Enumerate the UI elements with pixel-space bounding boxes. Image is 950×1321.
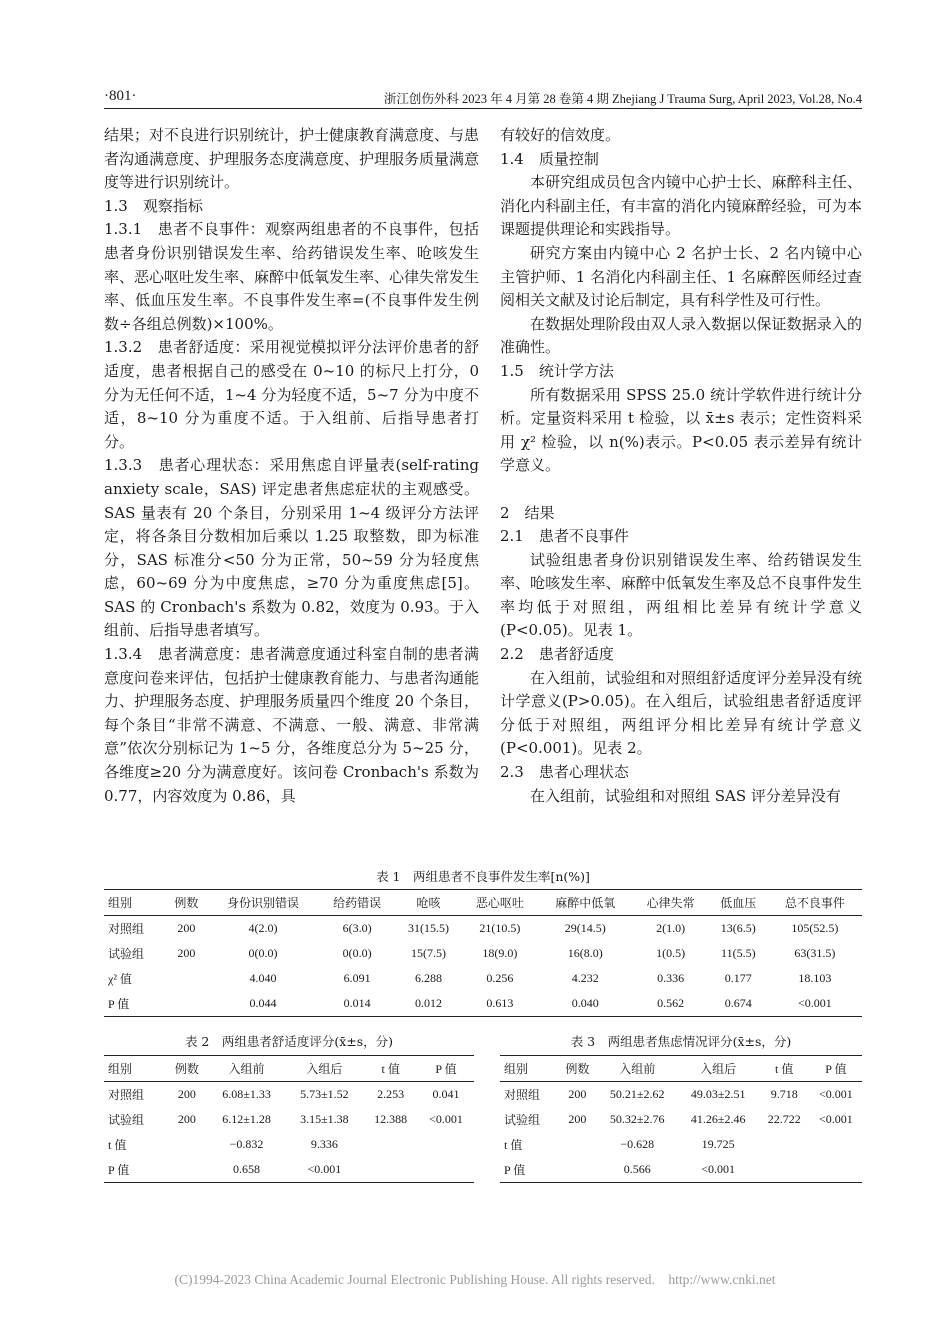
table3-caption: 表 3 两组患者焦虑情况评分(x̄±s，分) [570, 1034, 792, 1049]
table1 [104, 889, 862, 1017]
table-cell: P 值 [108, 1163, 130, 1177]
table-cell: 200 [568, 1112, 587, 1126]
table-cell: 0.336 [657, 971, 685, 985]
column-header: P 值 [435, 1062, 457, 1076]
column-header: P 值 [825, 1062, 847, 1076]
table-cell: 6.12±1.28 [222, 1112, 271, 1126]
table-cell: 0.044 [249, 996, 277, 1010]
section-heading: 2.2 患者舒适度 [500, 645, 614, 664]
table-cell [166, 1157, 207, 1183]
table-cell [166, 991, 207, 1017]
column-header: 入组后 [700, 1062, 737, 1076]
table-cell: t 值 [108, 1138, 127, 1152]
table-cell: 0(0.0) [342, 946, 372, 960]
section-heading: 2.3 患者心理状态 [500, 763, 629, 782]
table-cell: 21(10.5) [479, 921, 521, 935]
table3 [500, 1055, 862, 1183]
running-header [104, 86, 862, 109]
table2-caption: 表 2 两组患者舒适度评分(x̄±s，分) [184, 1034, 394, 1049]
table1-caption: 表 1 两组患者不良事件发生率[n(%)] [376, 869, 590, 884]
table-cell [810, 1157, 862, 1183]
table-cell: 4.040 [249, 971, 277, 985]
column-header: 组别 [108, 896, 133, 910]
table-cell: 对照组 [108, 1088, 145, 1102]
table-cell [418, 1157, 474, 1183]
table-cell: 试验组 [108, 947, 145, 961]
column-header: 入组后 [306, 1062, 343, 1076]
table-cell: 200 [177, 946, 196, 960]
table-cell: <0.001 [818, 1087, 853, 1101]
paragraph: 在入组前，试验组和对照组 SAS 评分差异没有 [530, 786, 841, 805]
table-cell: 3.15±1.38 [300, 1112, 349, 1126]
section-heading: 1.3 观察指标 [104, 196, 203, 215]
table-row [104, 916, 862, 942]
table-cell [166, 966, 207, 991]
section-heading: 1.4 质量控制 [500, 149, 599, 168]
copyright-footer: (C)1994-2023 China Academic Journal Electronic Publishing House. All rights reserved. http://www.cnki.net [174, 1272, 776, 1287]
table-cell: P 值 [504, 1163, 526, 1177]
table-row [104, 1132, 474, 1157]
table2 [104, 1055, 474, 1183]
table-cell [558, 1132, 597, 1157]
paragraph: 所有数据采用 SPSS 25.0 统计学软件进行统计分析。定量资料采用 t 检验，以 x̄±s 表示；定性资料采用 χ² 检验，以 n(%)表示。P<0.05 表示差异有统计学意义。 [500, 385, 862, 475]
table-cell: 6.091 [343, 971, 371, 985]
table-cell [759, 1132, 810, 1157]
column-header: 给药错误 [333, 896, 382, 910]
table-cell [166, 1132, 207, 1157]
table-cell: 50.32±2.76 [609, 1112, 665, 1126]
table-row [500, 1132, 862, 1157]
column-header: 总不良事件 [784, 896, 845, 910]
table-cell: 对照组 [108, 922, 145, 936]
table-cell: 0.658 [233, 1162, 261, 1176]
table-cell: 19.725 [701, 1137, 735, 1151]
column-header: 组别 [108, 1062, 133, 1076]
column-header: t 值 [381, 1062, 400, 1076]
table-cell: 200 [177, 1112, 196, 1126]
table-row [104, 941, 862, 966]
column-header: 例数 [174, 1062, 199, 1076]
table-cell: 0.256 [486, 971, 514, 985]
table-cell: 0(0.0) [248, 946, 278, 960]
table-row [500, 1157, 862, 1183]
table-cell: 41.26±2.46 [690, 1112, 746, 1126]
table-row [104, 966, 862, 991]
table-cell: 0.040 [571, 996, 599, 1010]
paragraph: 在入组前，试验组和对照组舒适度评分差异没有统计学意义(P>0.05)。在入组后，试验组患者舒适度评分低于对照组，两组评分相比差异有统计学意义(P<0.001)。见表 2。 [500, 668, 862, 758]
left-column [104, 124, 479, 808]
table-cell: 0.674 [724, 996, 752, 1010]
table-cell: 试验组 [108, 1113, 145, 1127]
right-column [500, 124, 862, 808]
paragraph: 1.3.2 患者舒适度：采用视觉模拟评分法评价患者的舒适度，患者根据自己的感受在 0~10 的标尺上打分，0 分为无任何不适，1~4 分为轻度不适，5~7 分为中度不适，8~10 分为重度不适。于入组前、后指导患者打分。 [104, 338, 479, 451]
paragraph: 有较好的信效度。 [500, 126, 621, 144]
table-cell: 1(0.5) [656, 946, 686, 960]
table-row [500, 1107, 862, 1132]
table-cell: 29(14.5) [564, 921, 606, 935]
column-header: t 值 [775, 1062, 794, 1076]
column-header: 低血压 [720, 896, 757, 910]
table-cell: 0.012 [415, 996, 442, 1010]
table-cell: 4(2.0) [248, 921, 278, 935]
table-cell: 5.73±1.52 [300, 1087, 349, 1101]
column-header: 麻醉中低氧 [555, 896, 616, 910]
table-cell: 105(52.5) [791, 921, 839, 935]
table-cell: 0.562 [657, 996, 685, 1010]
table-row [104, 1157, 474, 1183]
table-cell: 50.21±2.62 [609, 1087, 665, 1101]
table-cell: 200 [177, 921, 196, 935]
table-row [104, 991, 862, 1017]
table-cell: χ² 值 [108, 972, 132, 986]
paragraph: 结果；对不良进行识别统计，护士健康教育满意度、与患者沟通满意度、护理服务态度满意度、护理服务质量满意度等进行识别统计。 [104, 126, 480, 192]
table-cell: 15(7.5) [411, 946, 446, 960]
table-cell: 0.566 [623, 1162, 651, 1176]
table-cell: 4.232 [571, 971, 599, 985]
paragraph: 本研究组成员包含内镜中心护士长、麻醉科主任、消化内科副主任，有丰富的消化内镜麻醉经验，可为本课题提供理论和实践指导。 [500, 173, 862, 239]
table-cell: <0.001 [307, 1162, 342, 1176]
table-row [104, 1107, 474, 1132]
table-cell [363, 1132, 418, 1157]
table-cell: <0.001 [701, 1162, 736, 1176]
table-cell: 9.336 [310, 1137, 338, 1151]
table-cell: 11(5.5) [721, 946, 756, 960]
table-cell [558, 1157, 597, 1183]
table-cell: 2(1.0) [656, 921, 686, 935]
table-cell: 31(15.5) [408, 921, 449, 935]
table-cell: 18.103 [798, 971, 832, 985]
table-cell: <0.001 [429, 1112, 463, 1126]
section-heading: 1.5 统计学方法 [500, 361, 614, 380]
table-cell: 18(9.0) [482, 946, 518, 960]
table-row [104, 1082, 474, 1108]
page-number: ·801· [104, 88, 137, 104]
paragraph: 1.3.4 患者满意度：患者满意度通过科室自制的患者满意度问卷来评估，包括护士健康教育能力、与患者沟通能力、护理服务态度、护理服务质量四个维度 20 个条目，每个条目“非常不满意、不满意、一般、满意、非常满意”依次分别标记为 1~5 分，各维度总分为 5~25 分，各维度≥20 分为满意度好。该问卷 Cronbach's 系数为 0.77，内容效度为 0.86，具 [104, 645, 480, 805]
table-cell: 6(3.0) [342, 921, 372, 935]
table-cell: 22.722 [767, 1112, 801, 1126]
table-cell: 0.177 [724, 971, 752, 985]
table-header-row [104, 1056, 474, 1082]
table-cell: 对照组 [504, 1088, 541, 1102]
column-header: 身份识别错误 [226, 896, 299, 910]
table-cell: −0.628 [620, 1137, 655, 1151]
table-cell: −0.832 [229, 1137, 264, 1151]
table-cell: 12.388 [374, 1112, 408, 1126]
table-cell: P 值 [108, 997, 130, 1011]
paragraph: 研究方案由内镜中心 2 名护士长、2 名内镜中心主管护师、1 名消化内科副主任、1 名麻醉医师经过查阅相关文献及讨论后制定，具有科学性及可行性。 [500, 243, 862, 310]
table-cell: 0.014 [343, 996, 371, 1010]
paragraph: 试验组患者身份识别错误发生率、给药错误发生率、呛咳发生率、麻醉中低氧发生率及总不良事件发生率均低于对照组，两组相比差异有统计学意义(P<0.05)。见表 1。 [500, 550, 862, 640]
table-cell: 0.041 [432, 1087, 460, 1101]
table-row [500, 1082, 862, 1108]
section-heading: 2.1 患者不良事件 [500, 527, 629, 546]
journal-citation: 浙江创伤外科 2023 年 4 月第 28 卷第 4 期 Zhejiang J Trauma Surg, April 2023, Vol.28, No.4 [383, 92, 862, 106]
table-cell: <0.001 [797, 996, 832, 1010]
table-cell: 63(31.5) [794, 946, 836, 960]
table-cell: 16(8.0) [567, 946, 603, 960]
column-header: 入组前 [619, 1062, 656, 1076]
section-heading: 2 结果 [500, 503, 555, 522]
paragraph: 1.3.1 患者不良事件：观察两组患者的不良事件，包括患者身份识别错误发生率、给药错误发生率、呛咳发生率、恶心呕吐发生率、麻醉中低氧发生率、心律失常发生率、低血压发生率。不良事件发生率=(不良事件发生例数÷各组总例数)×100%。 [104, 220, 480, 333]
column-header: 组别 [504, 1062, 529, 1076]
table-cell: 试验组 [504, 1113, 541, 1127]
table-cell: 0.613 [486, 996, 514, 1010]
table-cell [759, 1157, 810, 1183]
table-cell: 2.253 [377, 1087, 405, 1101]
table-header-row [500, 1056, 862, 1082]
column-header: 例数 [565, 1062, 590, 1076]
column-header: 恶心呕吐 [475, 896, 524, 910]
table-cell [363, 1157, 418, 1183]
table-cell: 200 [177, 1087, 196, 1101]
table-cell: 200 [568, 1087, 587, 1101]
column-header: 心律失常 [646, 896, 695, 910]
table-header-row [104, 890, 862, 916]
column-header: 例数 [174, 896, 199, 910]
table-cell: 13(6.5) [720, 921, 756, 935]
table-cell: <0.001 [818, 1112, 853, 1126]
table-cell: 6.288 [415, 971, 442, 985]
column-header: 入组前 [228, 1062, 265, 1076]
table-cell: t 值 [504, 1138, 523, 1152]
column-header: 呛咳 [416, 896, 441, 910]
table-cell: 49.03±2.51 [690, 1087, 746, 1101]
table-cell: 6.08±1.33 [222, 1087, 271, 1101]
table-cell: 9.718 [770, 1087, 798, 1101]
table-cell [418, 1132, 474, 1157]
table-cell [810, 1132, 862, 1157]
paragraph: 1.3.3 患者心理状态：采用焦虑自评量表(self-rating anxiety scale，SAS) 评定患者焦虑症状的主观感受。SAS 量表有 20 个条目，分别采用 1~4 级评分方法评定，将各条目分数相加后乘以 1.25 取整数，即为标准分，SAS 标准分<50 分为正常，50~59 分为轻度焦虑，60~69 分为中度焦虑，≥70 分为重度焦虑[5]。SAS 的 Cronbach's 系数为 0.82，效度为 0.93。于入组前、后指导患者填写。 [104, 456, 479, 640]
paragraph: 在数据处理阶段由双人录入数据以保证数据录入的准确性。 [500, 314, 862, 357]
